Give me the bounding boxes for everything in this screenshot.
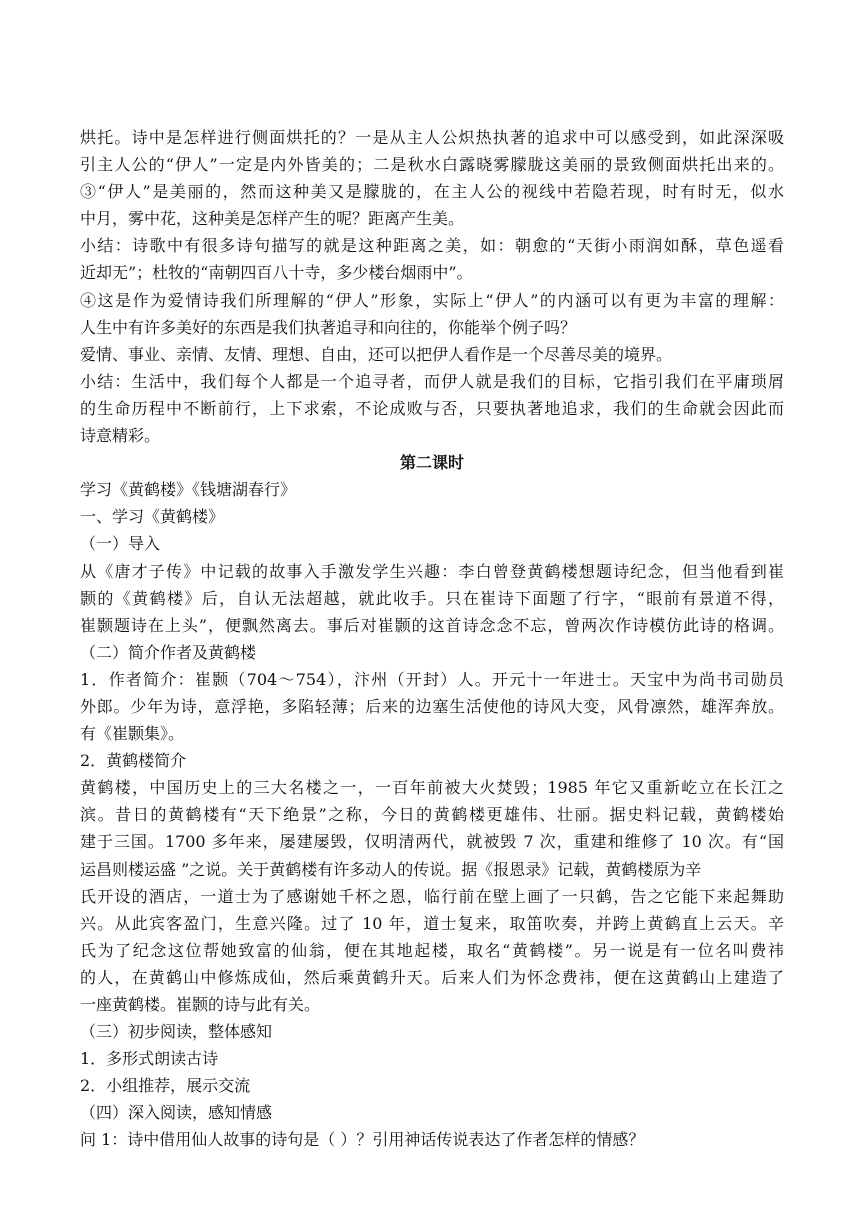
text-line: 氏开设的酒店，一道士为了感谢她千杯之恩，临行前在壁上画了一只鹤，告之它能下来起舞助 [80,886,784,906]
text-line: （一）导入 [80,534,161,554]
text-line: ③“伊人”是美丽的，然而这种美又是朦胧的，在主人公的视线中若隐若现，时有时无，似水 [80,182,784,202]
text-line: 滨。昔日的黄鹤楼有“天下绝景”之称，今日的黄鹤楼更雄伟、壮丽。据史料记载，黄鹤楼始 [80,805,784,825]
text-line: 学习《黄鹤楼》《钱塘湖春行》 [80,480,297,500]
text-line: 烘托。诗中是怎样进行侧面烘托的？一是从主人公炽热执著的追求中可以感受到，如此深深吸 [80,128,784,147]
text-line: 运昌则楼运盛 ”之说。关于黄鹤楼有许多动人的传说。据《报恩录》记载，黄鹤楼原为辛 [80,859,702,879]
text-line: ④这是作为爱情诗我们所理解的“伊人”形象，实际上“伊人”的内涵可以有更为丰富的理解： [80,290,784,310]
text-line: 问 1：诗中借用仙人故事的诗句是（ ）？引用神话传说表达了作者怎样的情感？ [80,1130,645,1150]
text-line: 建于三国。1700 多年来，屡建屡毁，仅明清两代，就被毁 7 次，重建和维修了 10 次。有“国 [80,832,784,852]
text-line: 颢的《黄鹤楼》后，自认无法超越，就此收手。只在崔诗下面题了行字，“眼前有景道不得， [80,588,784,608]
text-line: 的生命历程中不断前行，上下求索，不论成败与否，只要执著地追求，我们的生命就会因此而 [80,398,784,418]
section-heading: 第二课时 [399,453,464,473]
text-line: 近却无”；杜牧的“南朝四百八十寺，多少楼台烟雨中”。 [80,263,473,283]
text-line: 引主人公的“伊人”一定是内外皆美的；二是秋水白露晓雾朦胧这美丽的景致侧面烘托出来的。 [80,155,784,175]
text-line: 外郎。少年为诗，意浮艳，多陷轻薄；后来的边塞生活使他的诗风大变，风骨凛然，雄浑奔放。 [80,696,784,716]
text-line: 1．作者简介：崔颢（704～754），汴州（开封）人。开元十一年进士。天宝中为尚书司勋员 [80,669,784,689]
text-line: 小结：诗歌中有很多诗句描写的就是这种距离之美，如：朝愈的“天街小雨润如酥，草色遥看 [80,236,784,256]
text-line: 中月，雾中花，这种美是怎样产生的呢？距离产生美。 [80,209,465,229]
text-line: 从《唐才子传》中记载的故事入手激发学生兴趣：李白曾登黄鹤楼想题诗纪念，但当他看到崔 [80,561,784,581]
text-line: 2．黄鹤楼简介 [80,751,187,771]
text-line: 人生中有许多美好的东西是我们执著追寻和向往的，你能举个例子吗？ [80,317,577,337]
text-line: 的人，在黄鹤山中修炼成仙，然后乘黄鹤升天。后来人们为怀念费祎，便在这黄鹤山上建造了 [80,967,784,987]
text-line: 爱情、事业、亲情、友情、理想、自由，还可以把伊人看作是一个尽善尽美的境界。 [80,344,673,364]
text-line: 小结：生活中，我们每个人都是一个追寻者，而伊人就是我们的目标，它指引我们在平庸琐屑 [80,371,784,391]
text-line: 2．小组推荐，展示交流 [80,1076,251,1096]
text-line: （二）简介作者及黄鹤楼 [80,642,257,662]
text-line: （三）初步阅读，整体感知 [80,1022,273,1042]
text-line: 黄鹤楼，中国历史上的三大名楼之一，一百年前被大火焚毁；1985 年它又重新屹立在长江之 [80,778,784,798]
text-line: 一、学习《黄鹤楼》 [80,507,225,527]
text-line: 1．多形式朗读古诗 [80,1049,219,1069]
text-line: 氏为了纪念这位帮她致富的仙翁，便在其地起楼，取名“黄鹤楼”。另一说是有一位名叫费祎 [80,940,784,960]
document-page [80,124,784,1154]
text-line: 诗意精彩。 [80,426,161,446]
text-line: 兴。从此宾客盈门，生意兴隆。过了 10 年，道士复来，取笛吹奏，并跨上黄鹤直上云天。辛 [80,913,784,933]
text-line: 崔颢题诗在上头”，便飘然离去。事后对崔颢的这首诗念念不忘，曾两次作诗模仿此诗的格调。 [80,615,784,635]
text-line: 一座黄鹤楼。崔颢的诗与此有关。 [80,995,321,1014]
text-line: （四）深入阅读，感知情感 [80,1103,273,1123]
text-line: 有《崔颢集》。 [80,724,185,744]
